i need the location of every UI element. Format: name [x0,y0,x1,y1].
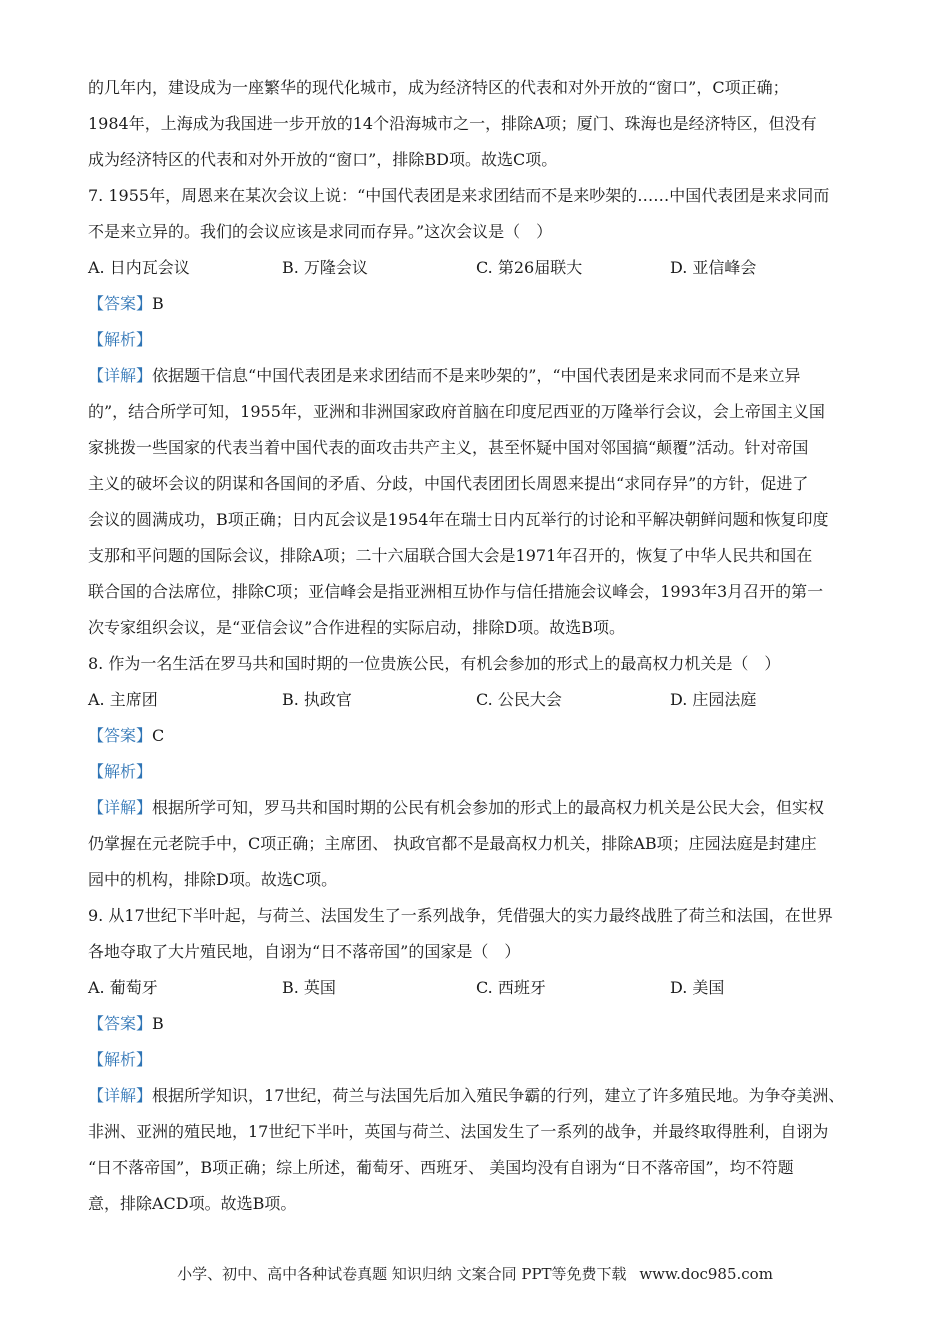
analysis-tag: 【解析】 [88,762,153,781]
detail-line: 【详解】根据所学可知，罗马共和国时期的公民有机会参加的形式上的最高权力机关是公民大会，但实权 [88,798,825,817]
option-c: C. 第26届联大 [476,258,583,277]
answer-value: B [152,1014,164,1033]
answer-line [88,286,863,322]
detail-line: 园中的机构，排除D项。故选C项。 [88,870,338,889]
analysis-tag: 【解析】 [88,1050,153,1069]
detail-line: 仍掌握在元老院手中，C项正确；主席团、 执政官都不是最高权力机关，排除AB项；庄园法庭是封建庄 [88,834,817,853]
options-row [88,250,863,286]
question-7 [88,178,863,646]
option-b: B. 万隆会议 [282,258,368,277]
question-8 [88,646,863,898]
option-b: B. 执政官 [282,690,352,709]
question-stem-line: 9. 从17世纪下半叶起，与荷兰、法国发生了一系列战争，凭借强大的实力最终战胜了荷兰和法国，在世界 [88,906,833,925]
detail-line: 次专家组织会议，是“亚信会议”合作进程的实际启动，排除D项。故选B项。 [88,618,625,637]
answer-line [88,1006,863,1042]
detail-line: 意，排除ACD项。故选B项。 [88,1194,297,1213]
document-content [88,70,863,1222]
question-stem-line: 8. 作为一名生活在罗马共和国时期的一位贵族公民，有机会参加的形式上的最高权力机关是（ ） [88,654,781,673]
options-row [88,682,863,718]
option-b: B. 英国 [282,978,336,997]
detail-line: 家挑拨一些国家的代表当着中国代表的面攻击共产主义，甚至怀疑中国对邻国搞“颠覆”活动。针对帝国 [88,438,809,457]
options-row [88,970,863,1006]
detail-line: 【详解】根据所学知识，17世纪，荷兰与法国先后加入殖民争霸的行列，建立了许多殖民地。为争夺美洲、 [88,1086,845,1105]
continued-analysis [88,70,863,178]
text-line: 1984年，上海成为我国进一步开放的14个沿海城市之一，排除A项；厦门、珠海也是经济特区，但没有 [88,114,817,133]
detail-line: 联合国的合法席位，排除C项；亚信峰会是指亚洲相互协作与信任措施会议峰会，1993年3月召开的第一 [88,582,824,601]
option-a: A. 日内瓦会议 [88,258,190,277]
question-stem-line: 各地夺取了大片殖民地，自诩为“日不落帝国”的国家是（ ） [88,942,521,961]
option-d: D. 美国 [670,978,725,997]
footer-text: 小学、初中、高中各种试卷真题 知识归纳 文案合同 PPT等免费下载 [177,1265,627,1283]
analysis-line [88,1042,863,1078]
option-c: C. 公民大会 [476,690,562,709]
detail-line: 非洲、亚洲的殖民地，17世纪下半叶，英国与荷兰、法国发生了一系列的战争，并最终取得胜利，自诩为 [88,1122,829,1141]
detail-line: 主义的破坏会议的阴谋和各国间的矛盾、分歧，中国代表团团长周恩来提出“求同存异”的方针，促进了 [88,474,809,493]
answer-tag: 【答案】 [88,294,153,313]
answer-value: C [152,726,165,745]
footer-url[interactable]: www.doc985.com [639,1265,773,1283]
analysis-line [88,754,863,790]
detail-tag: 【详解】 [88,1086,153,1105]
answer-tag: 【答案】 [88,726,153,745]
detail-tag: 【详解】 [88,366,153,385]
option-d: D. 亚信峰会 [670,258,757,277]
option-a: A. 主席团 [88,690,158,709]
answer-line [88,718,863,754]
option-c: C. 西班牙 [476,978,546,997]
detail-line: 的”，结合所学可知，1955年，亚洲和非洲国家政府首脑在印度尼西亚的万隆举行会议，会上帝国主义国 [88,402,825,421]
option-a: A. 葡萄牙 [88,978,158,997]
option-d: D. 庄园法庭 [670,690,757,709]
detail-line: 支那和平问题的国际会议，排除A项；二十六届联合国大会是1971年召开的，恢复了中华人民共和国在 [88,546,813,565]
question-9 [88,898,863,1222]
page-footer [0,1262,950,1286]
text-line: 的几年内，建设成为一座繁华的现代化城市，成为经济特区的代表和对外开放的“窗口”，C项正确； [88,78,789,97]
question-stem-line: 7. 1955年，周恩来在某次会议上说：“中国代表团是来求团结而不是来吵架的……中国代表团是来求同而 [88,186,830,205]
detail-line: 会议的圆满成功，B项正确；日内瓦会议是1954年在瑞士日内瓦举行的讨论和平解决朝鲜问题和恢复印度 [88,510,829,529]
answer-tag: 【答案】 [88,1014,153,1033]
analysis-tag: 【解析】 [88,330,153,349]
answer-value: B [152,294,164,313]
detail-tag: 【详解】 [88,798,153,817]
detail-line: “日不落帝国”，B项正确；综上所述，葡萄牙、西班牙、 美国均没有自诩为“日不落帝国”，均不符题 [88,1158,794,1177]
analysis-line [88,322,863,358]
question-stem-line: 不是来立异的。我们的会议应该是求同而存异。”这次会议是（ ） [88,222,553,241]
detail-line: 【详解】依据题干信息“中国代表团是来求团结而不是来吵架的”，“中国代表团是来求同而不是来立异 [88,366,801,385]
text-line: 成为经济特区的代表和对外开放的“窗口”，排除BD项。故选C项。 [88,150,558,169]
